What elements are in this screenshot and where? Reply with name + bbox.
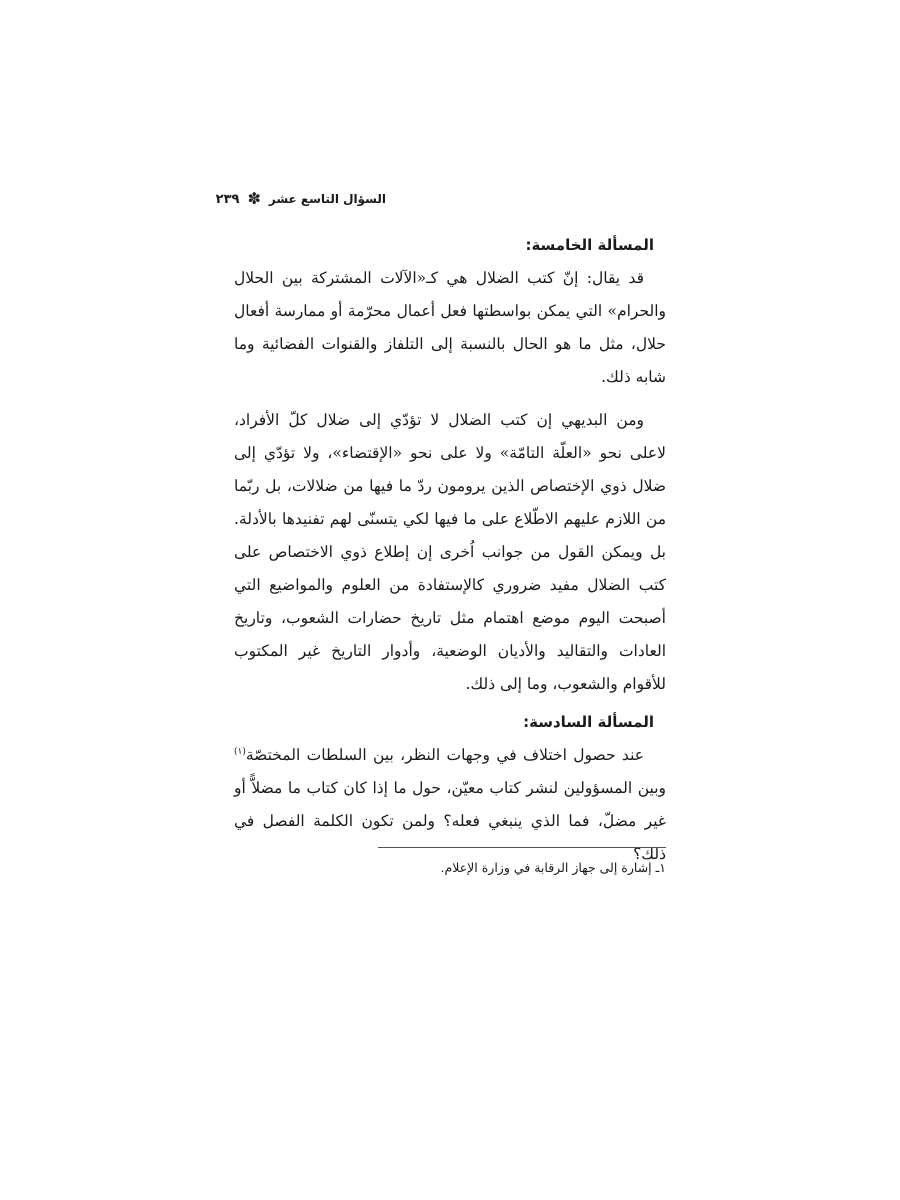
page-number: ٢٣٩ bbox=[215, 191, 240, 207]
section-heading-fifth: المسألة الخامسة: bbox=[525, 236, 654, 254]
paragraph: قد يقال: إنّ كتب الضلال هي كـ«الآلات المشتركة بين الحلال والحرام» التي يمكن بواسطتها فعل أعمال محرّمة أو ممارسة أفعال حلال، مثل ما هو الحال بالنسبة إلى التلفاز والقنوات الفضائية وما شابه ذلك. bbox=[234, 269, 666, 386]
footnote-divider bbox=[378, 847, 666, 848]
running-title: السؤال التاسع عشر bbox=[268, 192, 386, 206]
main-text bbox=[234, 228, 666, 875]
footnote-reference: (١) bbox=[234, 746, 246, 757]
section-heading-sixth: المسألة السادسة: bbox=[523, 713, 654, 731]
flower-ornament-icon: ✽ bbox=[247, 189, 261, 208]
paragraph-text: عند حصول اختلاف في وجهات النظر، بين السلطات المختصّة bbox=[245, 746, 644, 764]
paragraph bbox=[234, 739, 666, 871]
running-header bbox=[215, 188, 386, 210]
footnote: ١ـ إشارة إلى جهاز الرقابة في وزارة الإعلام. bbox=[440, 860, 666, 875]
paragraph: ومن البديهي إن كتب الضلال لا تؤدّي إلى ضلال كلّ الأفراد، لاعلى نحو «العلّة التامّة» ولا على نحو «الإقتضاء»، ولا تؤدّي إلى ضلال ذوي الإختصاص الذين يرومون ردّ ما فيها من ضلالات، بل ربّما من اللازم عليهم الاطّلاع على ما فيها لكي يتسنّى لهم تفنيدها بالأدلة. بل ويمكن القول من جوانب اُخرى إن إطلاع ذوي الاختصاص على كتب الضلال مفيد ضروري كالإستفادة من العلوم والمواضيع التي أصبحت اليوم موضع اهتمام مثل تاريخ حضارات الشعوب، وتاريخ العادات والتقاليد والأديان الوضعية، وأدوار التاريخ غير المكتوب للأقوام والشعوب، وما إلى ذلك. bbox=[234, 411, 666, 693]
paragraph-text: وبين المسؤولين لنشر كتاب معيّن، حول ما إذا كان كتاب ما مضلاًّ أو غير مضلّ، فما الذي ينبغي فعله؟ ولمن تكون الكلمة الفصل في ذلك؟ bbox=[234, 779, 666, 863]
